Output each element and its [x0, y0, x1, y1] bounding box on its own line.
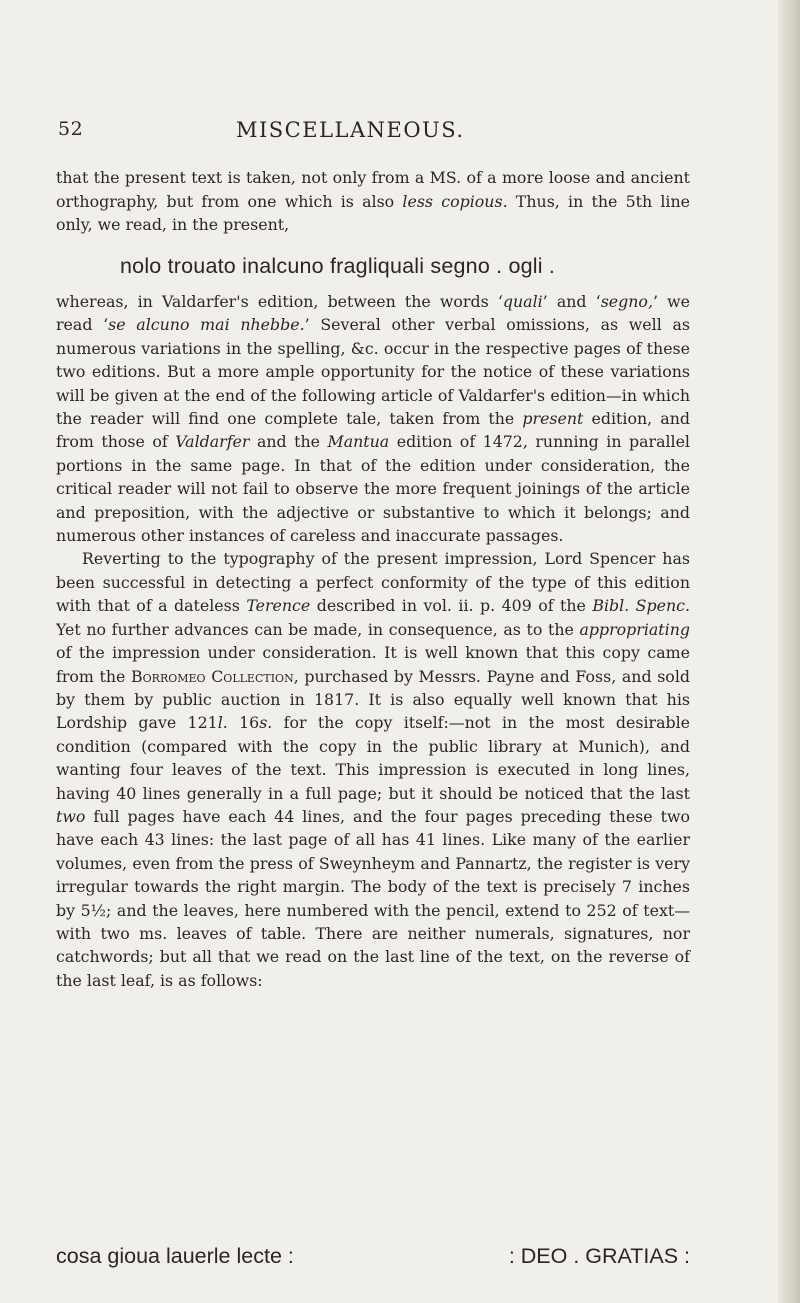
- italic-run: two: [56, 806, 86, 826]
- colophon-right: : DEO . GRATIAS :: [508, 1244, 690, 1268]
- text-run: ’ we read ‘: [56, 292, 690, 335]
- colophon-left: cosa gioua lauerle lecte :: [56, 1244, 294, 1268]
- italic-run: Valdarfer: [175, 432, 250, 452]
- intro-italic: less copious.: [402, 191, 508, 211]
- text-run: ’ and ‘: [542, 292, 601, 311]
- text-run: for the copy itself:—not in the most desirable condition (compared with the copy in the public library at Munich), and wanting four leaves of the text. This impression is executed in long lines, having 40 lines generally in a full page; but it should be noticed that the last: [56, 713, 691, 803]
- text-run: ’ Several other verbal omissions, as well as numerous variations in the spelling, &c. occur in the respective pages of these two editions. But a more ample opportunity for the notice of these variations will be given at the end of the following article of Valdarfer's edition—in which the reader will find one complete tale, taken from the: [56, 315, 690, 429]
- text-run: edition, and from those of: [56, 409, 690, 452]
- italic-run: segno,: [600, 292, 653, 311]
- italic-run: l.: [217, 713, 228, 733]
- text-run: edition of 1472, running in parallel portions in the same page. In that of the edition under consideration, the critical reader will not fail to observe the more frequent joinings of the article and preposition, with the adjective or substantive to which it belongs; and numerous other instances of careless and inaccurate passages.: [56, 432, 690, 546]
- main-text: [56, 290, 690, 992]
- page-number: 52: [58, 118, 84, 140]
- paragraph-2: [56, 547, 690, 992]
- text-run: , purchased by Messrs. Payne and Foss, and sold by them by public auction in 1817. It is also equally well known that his Lordship gave 121: [56, 666, 690, 733]
- intro-text-c: Thus, in the 5th line only, we read, in the present,: [56, 191, 690, 234]
- italic-run: present: [522, 409, 584, 429]
- page-header: [0, 118, 800, 148]
- colophon: [56, 1244, 690, 1274]
- text-run: full pages have each 44 lines, and the four pages preceding these two have each 43 lines: the last page of all has 41 lines. Like many of the earlier volumes, even from the press of Sweynheym and Pannartz, the register is very irregular towards the right margin. The body of the text is precisely 7 inches by 5½; and the leaves, here numbered with the pencil, extend to 252 of text—with two ms. leaves of table. There are neither numerals, signatures, nor catchwords; but all that we read on the last line of the text, on the reverse of the last leaf, is as follows:: [56, 806, 690, 990]
- italic-run: Mantua: [327, 432, 390, 452]
- intro-text-a: that the present text is taken, not only from a MS. of a more loose and ancient orthography, but from one which is also: [56, 168, 690, 211]
- italic-run: quali: [502, 292, 543, 311]
- text-run: whereas, in Valdarfer's edition, between the words ‘: [56, 292, 503, 311]
- text-run: and the: [249, 432, 328, 452]
- small-caps-run: Borromeo Collection: [131, 666, 294, 686]
- running-head: MISCELLANEOUS.: [236, 118, 465, 142]
- text-run: 16: [227, 713, 260, 733]
- italic-run: appropriating: [579, 619, 690, 639]
- italic-run: s.: [259, 713, 273, 733]
- intro-paragraph: [56, 166, 690, 237]
- italic-run: Bibl. Spenc.: [592, 596, 690, 616]
- text-run: Yet no further advances can be made, in consequence, as to the: [56, 619, 580, 639]
- page-edge-shadow: [778, 0, 800, 1303]
- quoted-black-letter-line: nolo trouato inalcuno fragliquali segno . ogli .: [120, 254, 556, 278]
- text-run: of the impression under consideration. It is well known that this copy came from the: [56, 643, 690, 686]
- paragraph-1: [56, 290, 690, 547]
- italic-run: Terence: [246, 596, 311, 616]
- text-run: described in vol. ii. p. 409 of the: [310, 596, 593, 616]
- italic-run: se alcuno mai nhebbe.: [108, 315, 305, 335]
- text-run: Reverting to the typography of the present impression, Lord Spencer has been successful in detecting a perfect conformity of the type of this edition with that of a dateless: [56, 549, 690, 616]
